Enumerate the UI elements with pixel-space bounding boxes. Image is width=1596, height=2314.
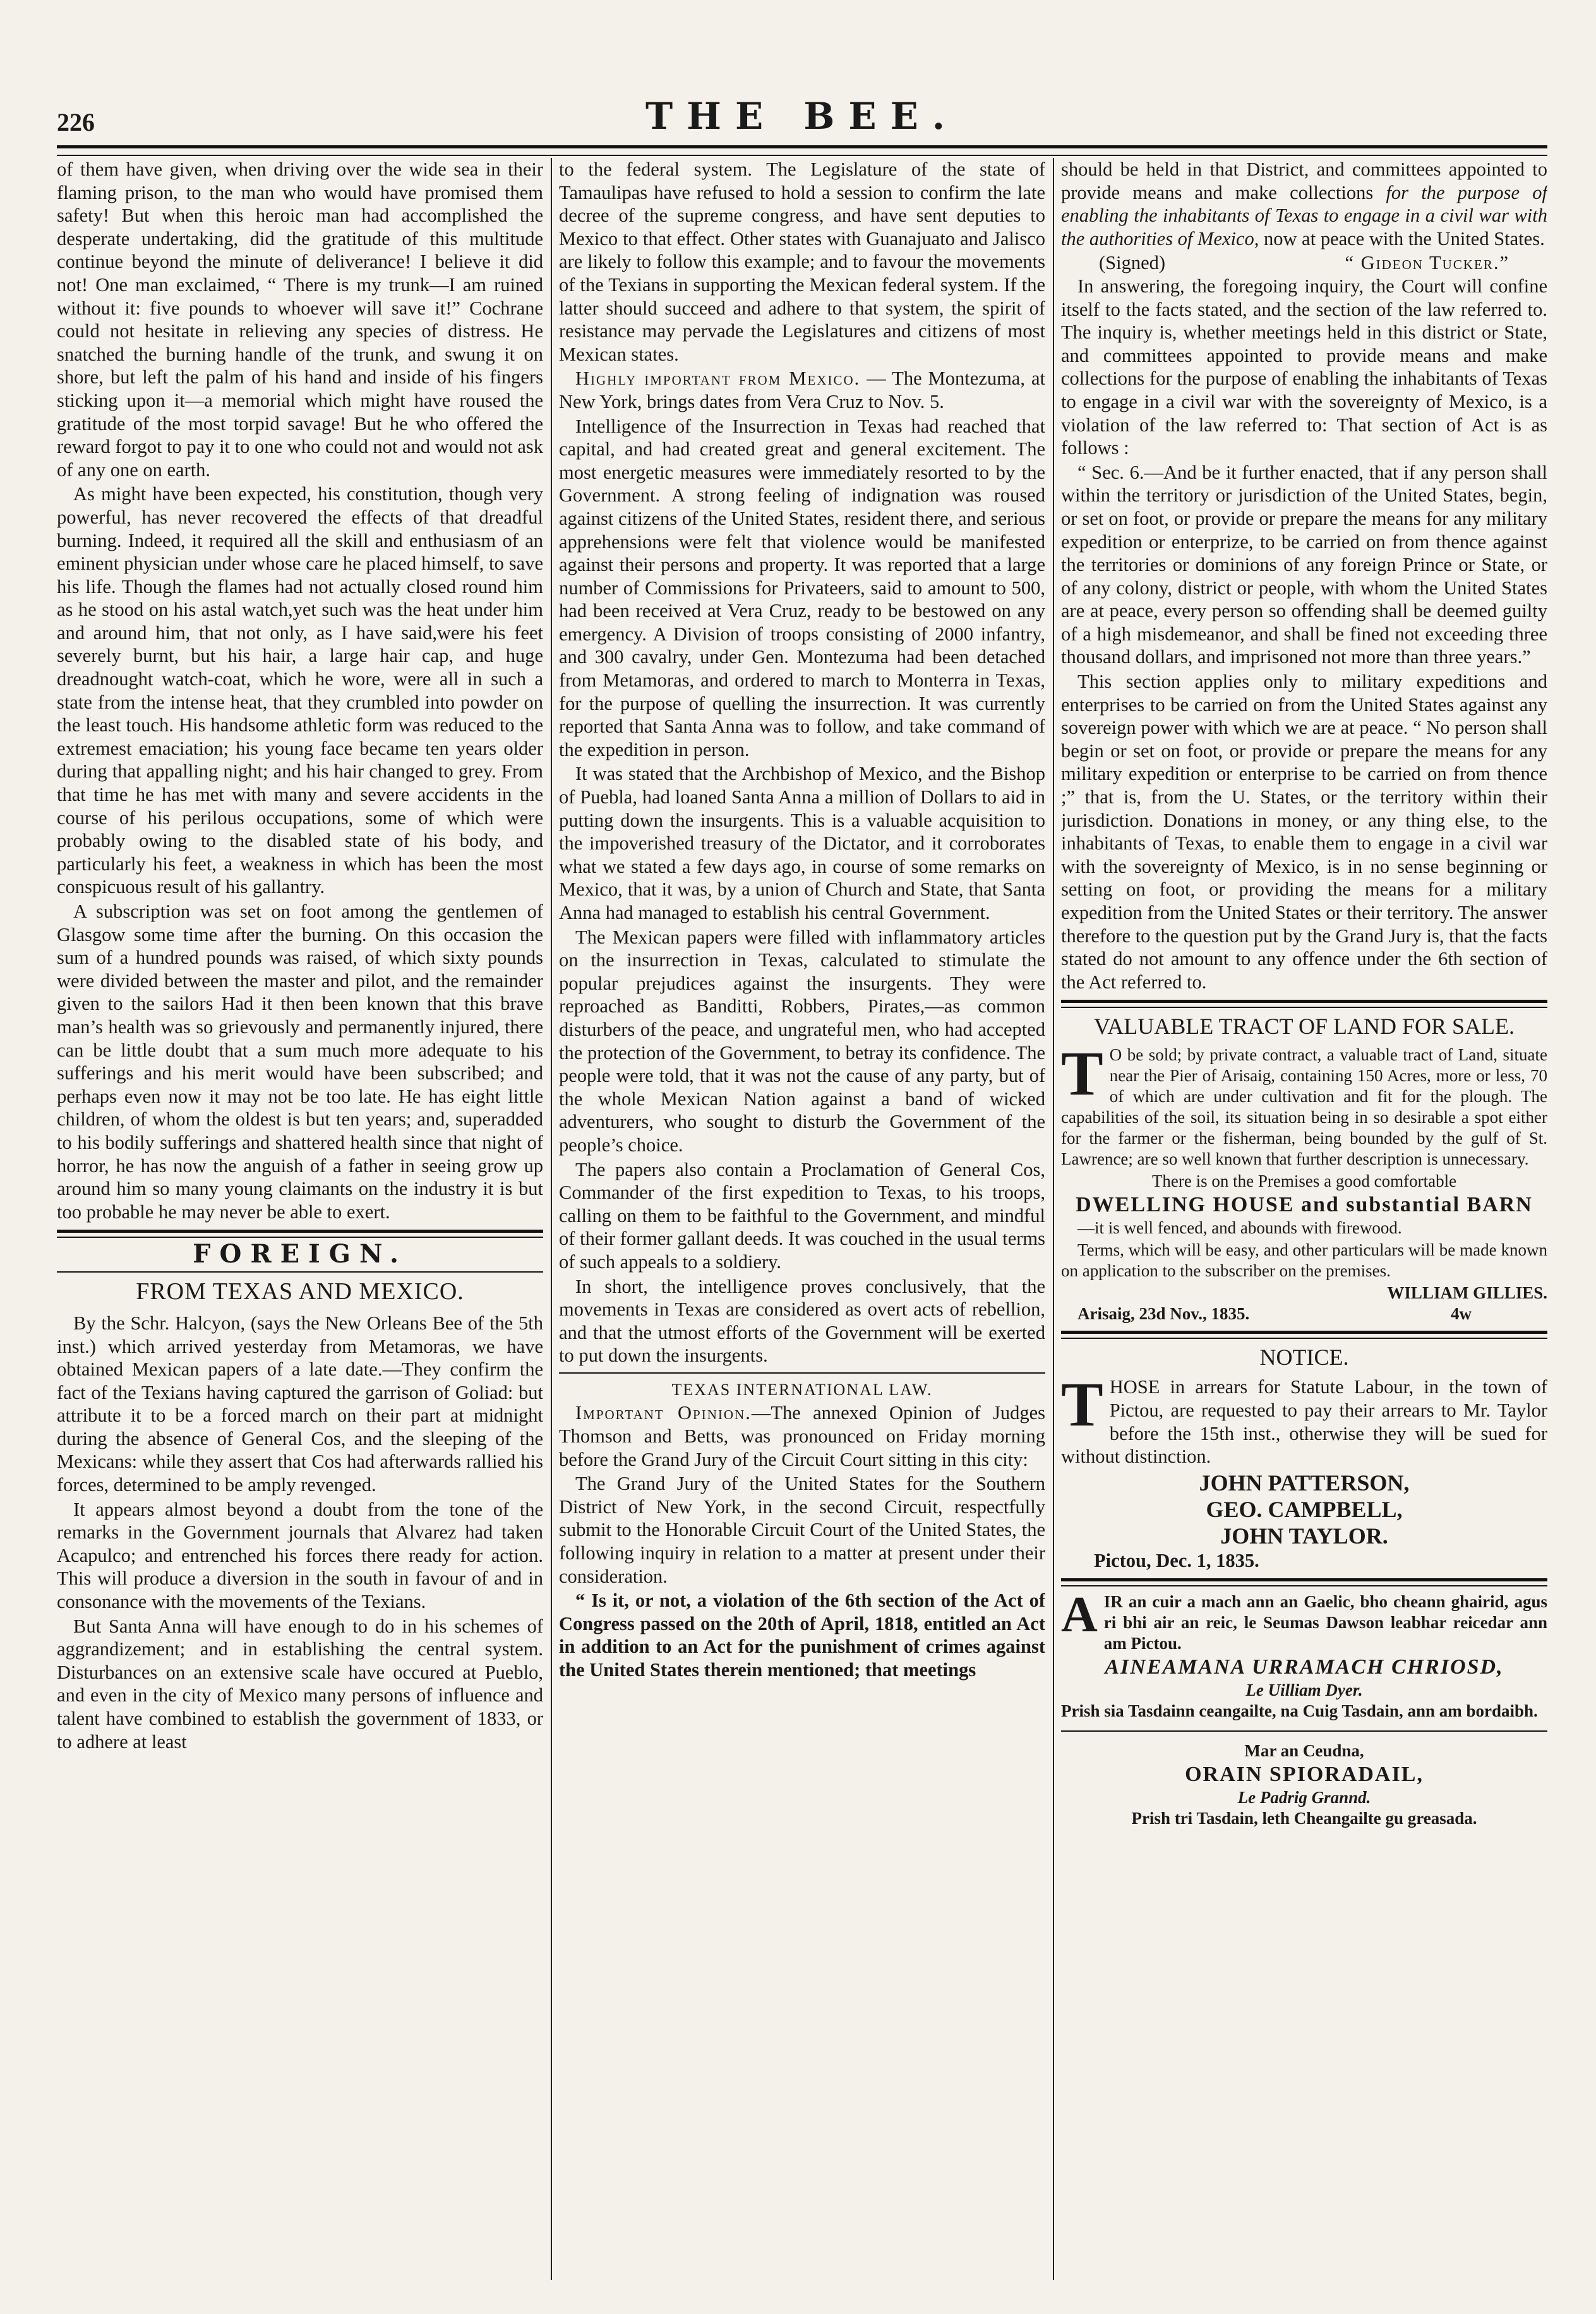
ad-date-row (1061, 1304, 1547, 1324)
section-rule (1061, 1000, 1547, 1008)
notice-signer: JOHN PATTERSON, (1199, 1470, 1410, 1496)
book-author: Le Uilliam Dyer. (1245, 1681, 1363, 1700)
page-header (57, 95, 1547, 139)
notice-advertisement (1061, 1344, 1547, 1572)
book-price-2: Prish tri Tasdain, leth Cheangailte gu greasada. (1131, 1809, 1477, 1828)
paragraph-text: should be held in that District, and committees appointed to provide means and make collections (1061, 159, 1547, 203)
ad-paragraph: There is on the Premises a good comfortable (1151, 1172, 1457, 1191)
paragraph: As might have been expected, his constitution, though very powerful, has never recovered the effects of that dreadful burning. Indeed, it required all the skill and enthusiasm of an eminent physician under whose care he placed himself, to save his life. Though the flames had not actually closed round him as he stood on his astal watch,yet such was the heat under him and around him, that not only, as I have said,were his feet severely burnt, but his hair, a large hair cap, and huge dreadnought watch-coat, which he wore, were all in such a state from the intense heat, that they crumbled into powder on the least touch. His handsome athletic form was reduced to the extremest emaciation; his young face became ten years older during that appalling night; and his hair changed to grey. From that time he has met with many and severe accidents in the course of his perilous occupations, some of which were probably owing to the disabled state of his body, and particularly his feet, a weakness in which has been the most conspicuous result of his gallantry. (57, 483, 543, 898)
gaelic-paragraph (1061, 1587, 1547, 1654)
land-advertisement (1061, 1013, 1547, 1324)
paragraph: “ Sec. 6.—And be it further enacted, that if any person shall within the territory or jurisdiction of the United States, begin, or set on foot, or provide or prepare the means for any military expedition or enterprize, to be carried on from thence against the territories or dominions of any foreign Prince or State, or of any colony, district or people, with whom the United States are at peace, every person so offending shall be deemed guilty of a high misdemeanor, and shall be fined not exceeding three thousand dollars, and imprisoned not more than three years.” (1061, 461, 1547, 668)
masthead: THE BEE. (645, 95, 959, 138)
ad-signer-row (1061, 1283, 1547, 1304)
book-title-2: ORAIN SPIORADAIL, (1185, 1763, 1424, 1787)
paragraph: The Grand Jury of the United States for the Southern District of New York, in the second Circuit, respectfully submit to the Honorable Circuit Court of the United States, the following inquiry in relation to a matter at present under their consideration. (559, 1473, 1045, 1587)
drop-cap: A (1061, 1587, 1098, 1643)
lead-in: Important Opinion. (575, 1402, 752, 1424)
gaelic-advertisement (1061, 1587, 1547, 1829)
ad-highlight: DWELLING HOUSE and substantial BARN (1076, 1193, 1533, 1217)
paragraph-text: — The Montezuma, at New York, brings dates from Vera Cruz to Nov. 5. (559, 368, 1045, 412)
ad-paragraph: —it is well fenced, and abounds with firewood. (1077, 1218, 1402, 1238)
foreign-heading: FOREIGN. (193, 1239, 407, 1269)
paragraph: to the federal system. The Legislature of the state of Tamaulipas have refused to hold a session to confirm the late decree of the supreme congress, and have sent deputies to Mexico to that effect. Other states with Guanajuato and Jalisco are likely to follow this example; and to favour the movements of the Texians in supporting the Mexican federal system. If the latter should succeed and adhere to that system, the spirit of resistance may pervade the Legislatures and citizens of most Mexican states. (559, 159, 1045, 365)
signed-label: (Signed) (1099, 252, 1166, 274)
notice-text: HOSE in arrears for Statute Labour, in the town of Pictou, are requested to pay their arrears to Mr. Taylor before the 15th inst., otherwise they will be sued for without distinction. (1061, 1376, 1547, 1468)
paragraph: A subscription was set on foot among the gentlemen of Glasgow some time after the burning. On this occasion the sum of a hundred pounds was raised, of which sixty pounds were divided between the master and pilot, and the remainder given to the sailors Had it then been known that this brave man’s health was so grievously and permanently injured, there can be little doubt that a sum much more adequate to his sufferings and his merit would have been subscribed; and perhaps even now it may not be too late. He has eight little children, of whom the oldest is but ten years; and, superadded to his bodily sufferings and shattered health since that night of horror, he has now the anguish of a father in seeing grow up around him so many young claimants on the industry it is but too probable he may never be able to exert. (57, 901, 543, 1223)
paragraph (1061, 158, 1547, 250)
column-divider (1053, 158, 1054, 2280)
also-label: Mar an Ceudna, (1244, 1741, 1364, 1761)
paragraph: Intelligence of the Insurrection in Texas had reached that capital, and had created great and general excitement. The most energetic measures were immediately resorted to by the Government. A strong feeling of indignation was roused against citizens of the United States, resident there, and serious apprehensions were felt that violence would be manifested against their persons and property. It was reported that a large number of Commissions for Privateers, said to amount to 500, had been received at Vera Cruz, ready to be bestowed on any emergency. A Division of troops consisting of 2000 infantry, and 300 cavalry, under Gen. Montezuma had been detached from Metamoras, and ordered to march to Monterra in Texas, for the purpose of quelling the insurrection. It was currently reported that Santa Anna was to follow, and take command of the expedition in person. (559, 415, 1045, 760)
paragraph: It was stated that the Archbishop of Mexico, and the Bishop of Puebla, had loaned Santa Anna a million of Dollars to aid in putting down the insurgents. This is a valuable acquisition to the impoverished treasury of the Dictator, and it corroborates what we stated a few days ago, in course of some remarks on Mexico, that it was, by a union of Church and State, that Santa Anna had managed to establish his central Government. (559, 763, 1045, 923)
notice-signer: JOHN TAYLOR. (1220, 1523, 1388, 1549)
drop-cap: T (1061, 1038, 1103, 1109)
ad-title: VALUABLE TRACT OF LAND FOR SALE. (1093, 1014, 1515, 1040)
notice-title: NOTICE. (1259, 1345, 1349, 1370)
column-divider (551, 158, 552, 2280)
column-2 (559, 158, 1045, 2286)
drop-cap: T (1061, 1369, 1103, 1440)
paragraph: This section applies only to military expeditions and enterprises to be carried on from the United States against any sovereign power with which we are at peace. “ No person shall begin or set on foot, or provide or prepare the means for any military expedition or enterprise to be carried on from thence ;” that is, from the U. States, or the territory within their jurisdiction. Donations in money, or any thing else, to the inhabitants of Texas, to enable them to engage in a civil war with the sovereignty of Mexico, is in no sense beginning or setting on foot, or providing the means for a military expedition from the United States or their territory. The answer therefore to the question put by the Grand Jury is, that the facts stated do not amount to any offence under the 6th section of the Act referred to. (1061, 671, 1547, 993)
paragraph: In answering, the foregoing inquiry, the Court will confine itself to the facts stated, and the section of the law referred to. The inquiry is, whether meetings held in this district or State, and committees appointed to provide means and make collections for the purpose of enabling the inhabitants of Texas to engage in a civil war with the sovereignty of Mexico, is a violation of the law referred to: That section of Act is as follows : (1061, 275, 1547, 459)
article-heading: FROM TEXAS AND MEXICO. (136, 1278, 464, 1305)
paragraph: of them have given, when driving over the wide sea in their flaming prison, to the man who would have promised them safety! But when this heroic man had accomplished the desperate undertaking, did the gratitude of this multitude continue beyond the minute of deliverance! I believe it did not! One man exclaimed, “ There is my trunk—I am ruined without it: five pounds to whoever will save it!” Cochrane could not hesitate in relieving any species of distress. He snatched the burning handle of the trunk, and swung it on shore, but left the palm of his hand and inside of his fingers sticking upon it—a memorial which might have roused the gratitude of the most torpid savage! But he who offered the reward forgot to pay it to one who could not and would not ask of any one on earth. (57, 159, 543, 481)
ad-paragraph (1061, 1038, 1547, 1170)
ad-text: O be sold; by private contract, a valuable tract of Land, situate near the Pier of Arisaig, containing 150 Acres, more or less, 70 of which are under cultivation and fit for the plough. The capabilities of the soil, its situation being in so desirable a spot either for the farmer or the fisherman, being bounded by the gulf of St. Lawrence; are so well known that further description is unnecessary. (1061, 1045, 1547, 1169)
paragraph: It appears almost beyond a doubt from the tone of the remarks in the Government journals that Alvarez had taken Acapulco; and entrenched his forces there ready for action. This will produce a diversion in the south in favour of and in consonance with the movements of the Texians. (57, 1498, 543, 1613)
section-rule (1061, 1578, 1547, 1586)
section-rule (1061, 1331, 1547, 1339)
signature-line (1061, 251, 1547, 275)
divider (1061, 1730, 1547, 1732)
law-heading: TEXAS INTERNATIONAL LAW. (671, 1380, 933, 1399)
ad-signer: WILLIAM GILLIES. (1387, 1283, 1547, 1303)
divider (559, 1372, 1045, 1374)
paragraph: The Mexican papers were filled with inflammatory articles on the insurrection in Texas, calculated to stimulate the popular prejudices against the insurgents. They were reproached as Banditti, Robbers, Pirates,—as common disturbers of the peace, and ungrateful men, who had accepted the protection of the Government, to betray its confidence. The people were told, that it was not the cause of any party, but of the whole Mexican Nation against a band of wicked adventurers, who sought to disturb the Government of the people’s choice. (559, 926, 1045, 1156)
header-rule (57, 145, 1547, 156)
book-price: Prish sia Tasdainn ceangailte, na Cuig Tasdain, ann am bordaibh. (1061, 1701, 1538, 1721)
lead-in: Highly important from Mexico. (575, 368, 861, 390)
page-number: 226 (57, 108, 95, 136)
notice-paragraph (1061, 1369, 1547, 1468)
book-title: AINEAMANA URRAMACH CHRIOSD, (1105, 1655, 1504, 1679)
paragraph-text: —The annexed Opinion of Judges Thomson and Betts, was pronounced on Friday morning before the Grand Jury of the Circuit Court sitting in this city: (559, 1402, 1045, 1470)
ad-paragraph: Terms, which will be easy, and other particulars will be made known on application to the subscriber on the premises. (1061, 1240, 1547, 1281)
ad-run-code: 4w (1451, 1304, 1472, 1324)
paragraph (559, 367, 1045, 413)
ad-place-date: Arisaig, 23d Nov., 1835. (1077, 1304, 1250, 1324)
signer-name: “ Gideon Tucker.” (1345, 252, 1509, 274)
column-1 (57, 158, 543, 2286)
column-3 (1061, 158, 1547, 2286)
section-rule (57, 1230, 543, 1238)
book-author-2: Le Padrig Grannd. (1237, 1788, 1371, 1807)
paragraph-text: now at peace with the United States. (1259, 227, 1545, 249)
gaelic-text: IR an cuir a mach ann an Gaelic, bho cheann ghairid, agus ri bhi air an reic, le Seumas Dawson leabhar reicedar ann am Pictou. (1103, 1592, 1547, 1653)
paragraph: In short, the intelligence proves conclusively, that the movements in Texas are considered as overt acts of rebellion, and that the utmost efforts of the Government will be exerted to put down the insurgents. (559, 1275, 1045, 1367)
paragraph (559, 1401, 1045, 1471)
paragraph: The papers also contain a Proclamation of General Cos, Commander of the first expedition to Texas, to his troops, calling on them to be faithful to the Government, and mindful of their former gallant deeds. It was couched in the usual terms of such appeals to a soldiery. (559, 1158, 1045, 1273)
divider (57, 1271, 543, 1273)
notice-place-date: Pictou, Dec. 1, 1835. (1094, 1549, 1259, 1571)
italic-text: for the purpose of enabling the inhabitants of Texas to engage in a civil war with the authorities of Mexico, (1061, 181, 1547, 249)
paragraph: By the Schr. Halcyon, (says the New Orleans Bee of the 5th inst.) which arrived yesterday from Metamoras, we have obtained Mexican papers of a late date.—They confirm the fact of the Texians having captured the garrison of Goliad: but attribute it to be a forced march on their part at midnight during the absence of General Cos, and the sleeping of the Mexicans: while they assert that Cos had afterwards rallied his forces, determined to be amply revenged. (57, 1312, 543, 1496)
paragraph: But Santa Anna will have enough to do in his schemes of aggrandizement; and in establishing the central system. Disturbances on an extensive scale have occured at Pueblo, and even in the city of Mexico many persons of influence and talent have combined to establish the government of 1833, or to adhere at least (57, 1615, 543, 1753)
notice-signer: GEO. CAMPBELL, (1206, 1496, 1403, 1522)
paragraph: “ Is it, or not, a violation of the 6th section of the Act of Congress passed on the 20th of April, 1818, entitled an Act in addition to an Act for the punishment of crimes against the United States therein mentioned; that meetings (559, 1590, 1045, 1681)
newspaper-page (57, 95, 1547, 2286)
